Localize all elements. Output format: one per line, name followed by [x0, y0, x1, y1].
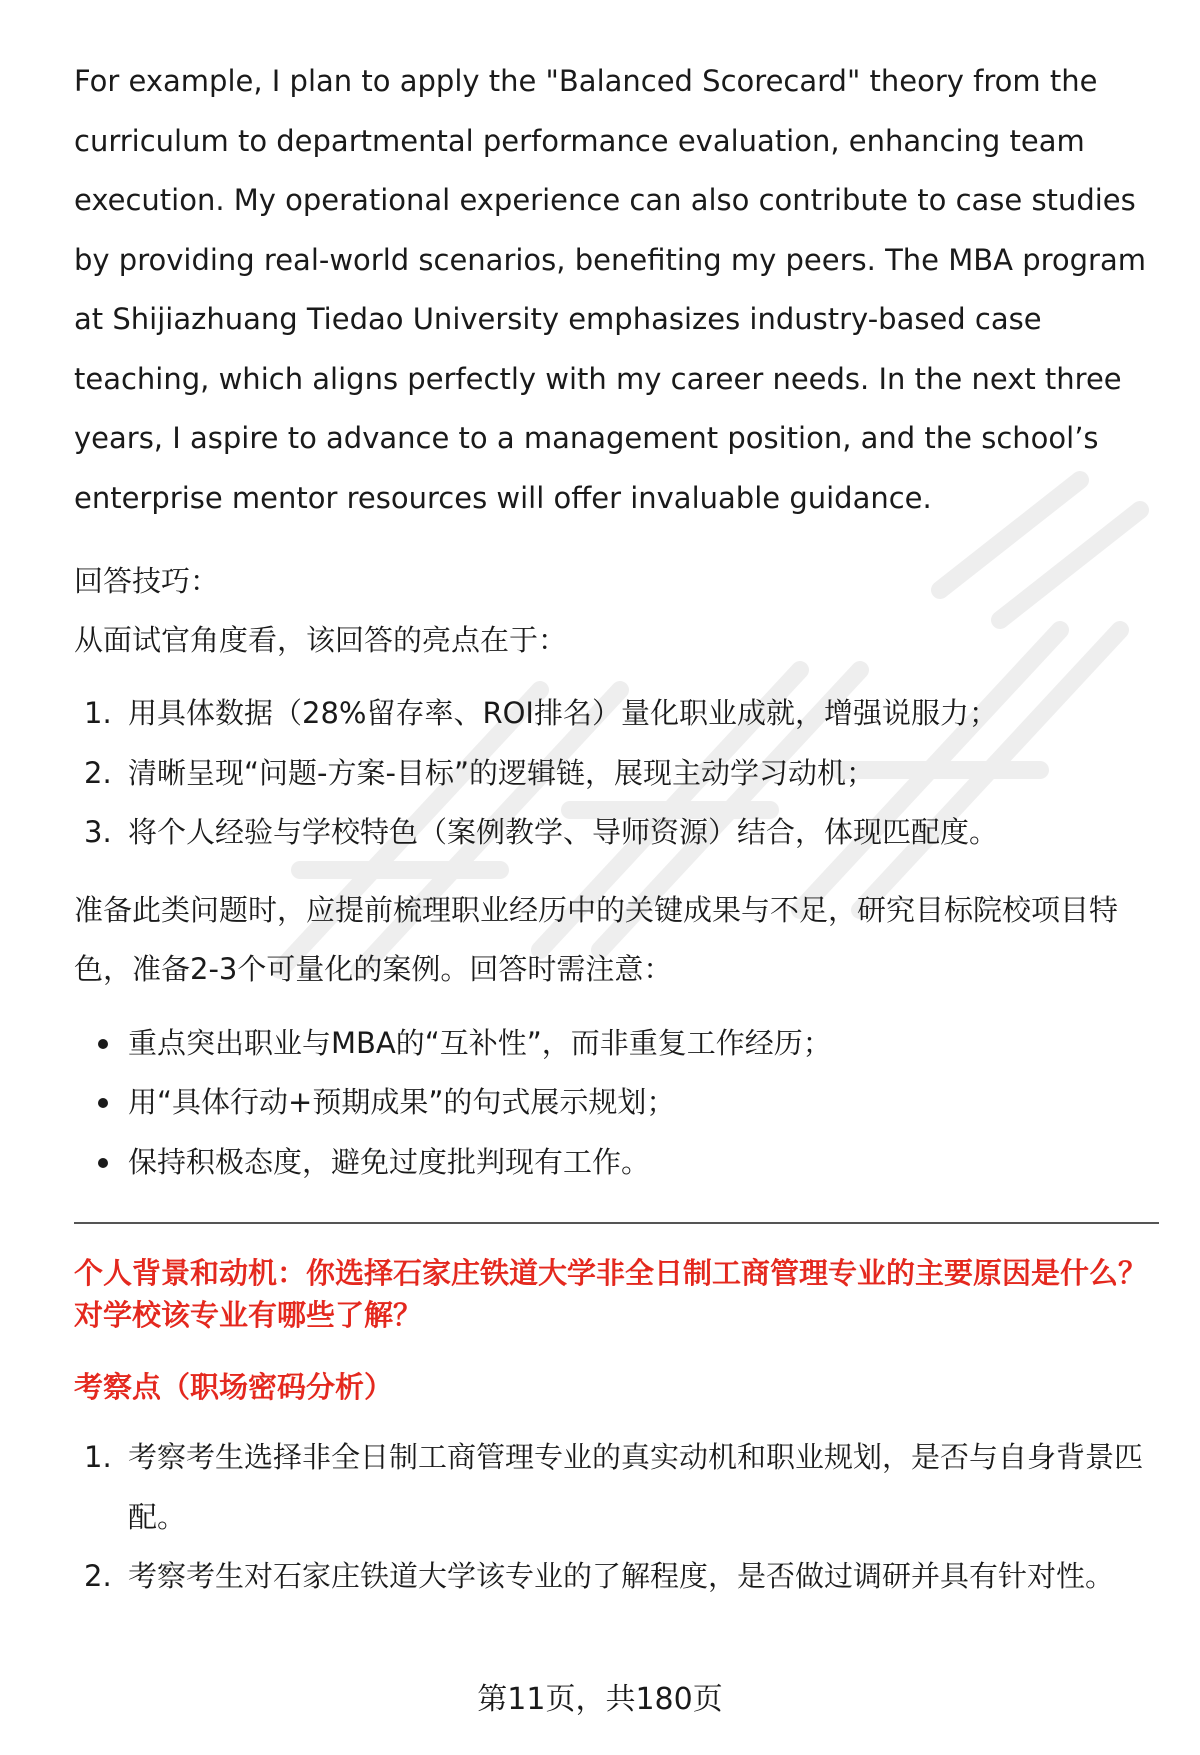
- list-item: [74, 1073, 1159, 1133]
- list-item: [74, 744, 1159, 804]
- document-page: [74, 52, 1159, 1607]
- points-title: 考察点（职场密码分析）: [74, 1370, 394, 1404]
- list-item: [74, 1428, 1159, 1547]
- question-title: 个人背景和动机：你选择石家庄铁道大学非全日制工商管理专业的主要原因是什么？对学校该专业有哪些了解？: [74, 1256, 1148, 1332]
- list-number: 1.: [84, 696, 112, 730]
- highlights-list: [74, 684, 1159, 863]
- intro-paragraph: For example, I plan to apply the "Balanced Scorecard" theory from the curriculum to departmental performance evaluation, enhancing team execution. My operational experience can also contribute to case studies by providing real-world scenarios, benefiting my peers. The MBA program at Shijiazhuang Tiedao University emphasizes industry-based case teaching, which aligns perfectly with my career needs. In the next three years, I aspire to advance to a management position, and the school’s enterprise mentor resources will offer invaluable guidance.: [74, 64, 1146, 515]
- points-list: [74, 1428, 1159, 1607]
- list-item-text: 用“具体行动+预期成果”的句式展示规划；: [128, 1085, 676, 1119]
- list-item-text: 用具体数据（28%留存率、ROI排名）量化职业成就，增强说服力；: [128, 696, 998, 730]
- list-item-text: 清晰呈现“问题-方案-目标”的逻辑链，展现主动学习动机；: [128, 755, 875, 790]
- list-item: [74, 1547, 1159, 1607]
- list-number: 2.: [84, 755, 112, 790]
- list-item: [74, 803, 1159, 863]
- list-item-text: 重点突出职业与MBA的“互补性”，而非重复工作经历；: [128, 1025, 832, 1060]
- notes-list: [74, 1014, 1159, 1193]
- list-number: 3.: [84, 815, 112, 849]
- bullet-icon: [98, 1158, 108, 1168]
- tips-lead: 从面试官角度看，该回答的亮点在于：: [74, 623, 568, 657]
- list-item: [74, 1014, 1159, 1074]
- bullet-icon: [98, 1039, 108, 1049]
- list-item: [74, 1133, 1159, 1193]
- bullet-icon: [98, 1098, 108, 1108]
- list-item-text: 将个人经验与学校特色（案例教学、导师资源）结合，体现匹配度。: [128, 815, 999, 849]
- tips-label: 回答技巧：: [74, 564, 220, 598]
- list-item-text: 保持积极态度，避免过度批判现有工作。: [128, 1144, 651, 1179]
- page-footer: 第11页，共180页: [477, 1682, 723, 1717]
- list-item: [74, 684, 1159, 744]
- list-item-text: 考察考生对石家庄铁道大学该专业的了解程度，是否做过调研并具有针对性。: [128, 1559, 1115, 1593]
- list-item-text: 考察考生选择非全日制工商管理专业的真实动机和职业规划，是否与自身背景匹配。: [128, 1440, 1144, 1534]
- prep-paragraph: 准备此类问题时，应提前梳理职业经历中的关键成果与不足，研究目标院校项目特色，准备2-3个可量化的案例。回答时需注意：: [74, 892, 1119, 986]
- list-number: 2.: [84, 1559, 112, 1593]
- list-number: 1.: [84, 1440, 112, 1474]
- section-divider: [74, 1222, 1159, 1224]
